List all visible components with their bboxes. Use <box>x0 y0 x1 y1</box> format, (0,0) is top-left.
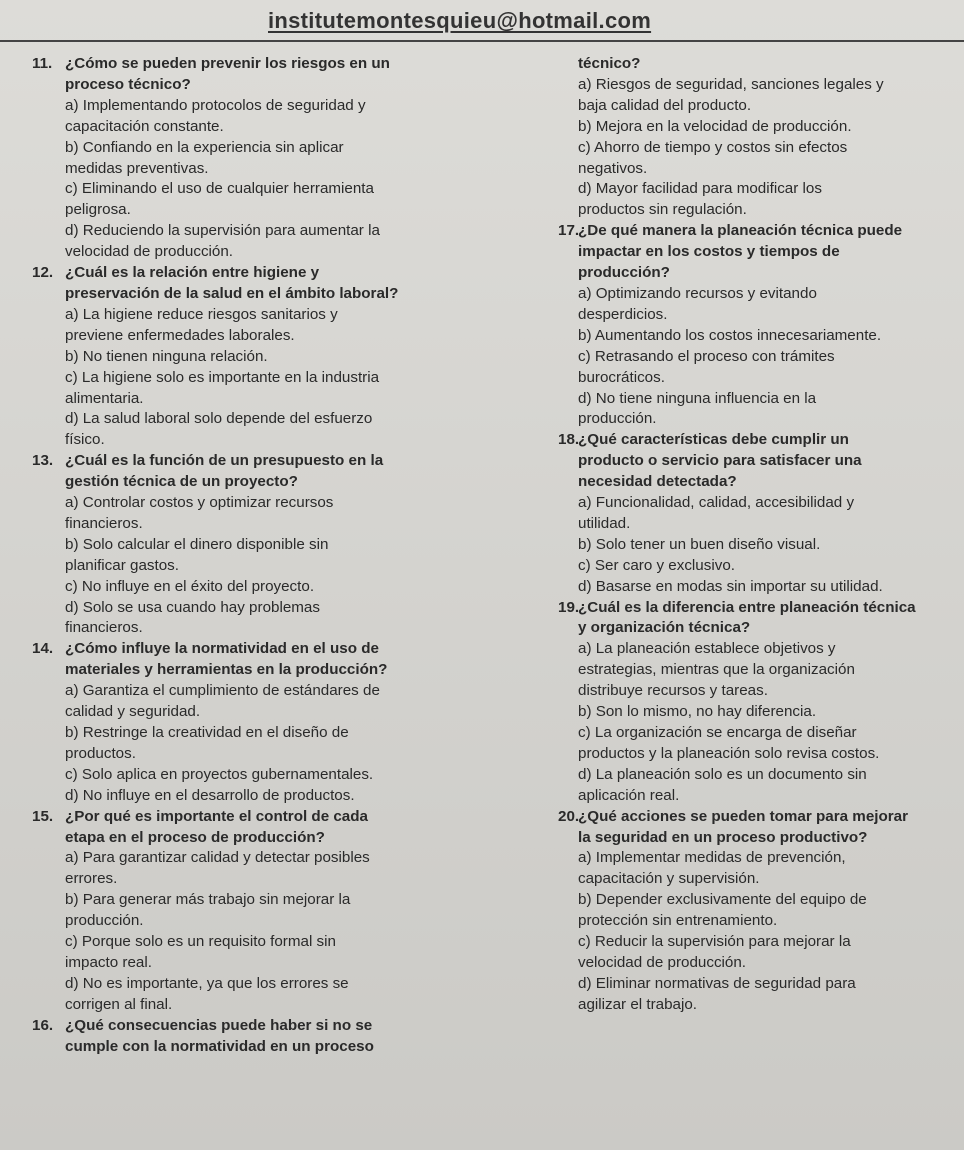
answer-option <box>32 577 462 598</box>
question-stem-text: ¿Qué características debe cumplir un <box>578 431 849 449</box>
answer-option <box>578 75 958 117</box>
question-block <box>558 430 958 597</box>
question-stem-text: materiales y herramientas en la producción? <box>65 661 388 679</box>
answer-option <box>32 681 462 723</box>
answer-option-line: velocidad de producción. <box>578 953 747 971</box>
answer-option-line: b) Mejora en la velocidad de producción. <box>578 117 852 135</box>
answer-option-line: burocráticos. <box>578 368 665 386</box>
answer-option <box>32 179 462 221</box>
answer-option <box>32 723 462 765</box>
question-stem-text: y organización técnica? <box>578 619 751 637</box>
question-stem-text: etapa en el proceso de producción? <box>65 828 325 846</box>
answer-option-line: corrigen al final. <box>65 995 173 1013</box>
answer-option-line: b) Solo calcular el dinero disponible sin <box>65 535 329 553</box>
answer-option-line: baja calidad del producto. <box>578 96 752 114</box>
answer-option-line: d) No tiene ninguna influencia en la <box>578 389 817 407</box>
answer-option-line: c) Ahorro de tiempo y costos sin efectos <box>578 138 848 156</box>
question-stem-line <box>578 54 958 75</box>
question-block <box>558 221 958 430</box>
answer-option-line: físico. <box>65 431 105 449</box>
answer-option-line: producción. <box>578 410 657 428</box>
answer-option-line: b) No tienen ninguna relación. <box>65 347 268 365</box>
question-stem-line <box>578 828 958 849</box>
page-header <box>0 0 964 42</box>
question-stem-line <box>32 54 462 75</box>
answer-option <box>32 409 462 451</box>
answer-option-line: c) Eliminando el uso de cualquier herramienta <box>65 180 374 198</box>
header-email: institutemontesquieu@hotmail.com <box>268 8 652 33</box>
question-stem-text: ¿De qué manera la planeación técnica puede <box>578 222 903 240</box>
answer-option-line: calidad y seguridad. <box>65 703 201 721</box>
answer-option <box>32 890 462 932</box>
answer-option-line: a) La planeación establece objetivos y <box>578 640 836 658</box>
question-stem-text: producción? <box>578 264 670 282</box>
answer-option-line: producción. <box>65 912 144 930</box>
answer-option <box>578 556 958 577</box>
question-number: 11. <box>32 55 53 72</box>
answer-option <box>578 765 958 807</box>
question-stem-line <box>32 1037 462 1058</box>
question-stem-text: necesidad detectada? <box>578 473 737 491</box>
answer-option <box>578 974 958 1016</box>
answer-option-line: c) Porque solo es un requisito formal sin <box>65 933 336 951</box>
answer-option <box>32 765 462 786</box>
answer-option-line: negativos. <box>578 159 648 177</box>
question-stem-text: ¿Cuál es la diferencia entre planeación técnica <box>578 598 916 616</box>
question-stem-line <box>32 75 462 96</box>
question-stem-line <box>32 639 462 660</box>
answer-option-line: impacto real. <box>65 953 152 971</box>
answer-option-line: distribuye recursos y tareas. <box>578 682 768 700</box>
answer-option-line: a) Garantiza el cumplimiento de estándares de <box>65 682 380 700</box>
answer-option <box>578 284 958 326</box>
question-stem-text: ¿Cuál es la relación entre higiene y <box>65 264 320 282</box>
question-stem-line <box>558 807 958 828</box>
answer-option <box>578 932 958 974</box>
question-stem-line <box>32 472 462 493</box>
left-column <box>32 54 462 1058</box>
question-number: 14. <box>32 640 54 658</box>
answer-option <box>32 96 462 138</box>
answer-option-line: errores. <box>65 870 118 888</box>
answer-option-line: c) No influye en el éxito del proyecto. <box>65 577 315 595</box>
answer-option-line: a) Para garantizar calidad y detectar posibles <box>65 849 370 867</box>
answer-option-line: productos sin regulación. <box>578 201 747 219</box>
question-stem-line <box>578 263 958 284</box>
answer-option-line: d) No es importante, ya que los errores se <box>65 974 349 992</box>
question-stem-line <box>32 451 462 472</box>
answer-option <box>578 179 958 221</box>
answer-option-line: planificar gastos. <box>65 556 179 574</box>
answer-option <box>578 639 958 702</box>
question-stem-line <box>578 472 958 493</box>
answer-option-line: velocidad de producción. <box>65 243 234 261</box>
answer-option <box>578 389 958 431</box>
question-stem-text: preservación de la salud en el ámbito laboral? <box>65 284 399 302</box>
answer-option-line: d) Reduciendo la supervisión para aumentar la <box>65 222 380 240</box>
answer-option <box>578 577 958 598</box>
answer-option <box>578 493 958 535</box>
answer-option-line: desperdicios. <box>578 305 668 323</box>
question-stem-text: gestión técnica de un proyecto? <box>65 473 298 491</box>
answer-option <box>32 848 462 890</box>
answer-option <box>32 368 462 410</box>
answer-option-line: financieros. <box>65 619 143 637</box>
answer-option-line: capacitación y supervisión. <box>578 870 760 888</box>
answer-option-line: productos. <box>65 744 136 762</box>
question-stem-line <box>558 221 958 242</box>
answer-option-line: peligrosa. <box>65 201 131 219</box>
answer-option-line: protección sin entrenamiento. <box>578 912 778 930</box>
answer-option-line: b) Confiando en la experiencia sin aplicar <box>65 138 344 156</box>
answer-option <box>32 786 462 807</box>
question-block <box>558 598 958 807</box>
question-stem-line <box>578 242 958 263</box>
answer-option-line: b) Depender exclusivamente del equipo de <box>578 891 867 909</box>
answer-option <box>578 347 958 389</box>
question-stem-text: ¿Qué consecuencias puede haber si no se <box>65 1016 373 1034</box>
answer-option-line: b) Restringe la creatividad en el diseño de <box>65 724 349 741</box>
question-stem-text: ¿Por qué es importante el control de cada <box>65 807 368 825</box>
answer-option-line: d) La planeación solo es un documento sin <box>578 765 867 783</box>
answer-option <box>578 535 958 556</box>
answer-option-line: d) Eliminar normativas de seguridad para <box>578 974 856 992</box>
question-stem-line <box>32 660 462 681</box>
answer-option-line: estrategias, mientras que la organización <box>578 661 855 679</box>
question-block <box>32 263 462 451</box>
answer-option-line: previene enfermedades laborales. <box>65 326 295 344</box>
question-stem-text: proceso técnico? <box>65 75 191 93</box>
question-stem-text: ¿Cómo influye la normatividad en el uso de <box>65 640 379 658</box>
answer-option <box>32 974 462 1016</box>
question-stem-text: la seguridad en un proceso productivo? <box>578 828 868 846</box>
answer-option <box>578 138 958 180</box>
question-number: 13. <box>32 452 54 470</box>
question-block <box>32 54 462 263</box>
answer-option-line: a) Funcionalidad, calidad, accesibilidad y <box>578 494 855 512</box>
answer-option-line: b) Para generar más trabajo sin mejorar la <box>65 891 351 909</box>
answer-option-line: c) Solo aplica en proyectos gubernamentales. <box>65 765 374 783</box>
question-stem-line <box>558 430 958 451</box>
answer-option-line: aplicación real. <box>578 786 680 804</box>
question-number: 16. <box>32 1016 54 1034</box>
question-stem-line <box>32 828 462 849</box>
answer-option <box>578 848 958 890</box>
question-stem-text: ¿Qué acciones se pueden tomar para mejorar <box>578 807 909 825</box>
answer-option <box>578 890 958 932</box>
question-block <box>32 639 462 806</box>
answer-option <box>578 326 958 347</box>
question-stem-line <box>32 1016 462 1037</box>
answer-option-line: c) La organización se encarga de diseñar <box>578 724 857 741</box>
answer-option <box>32 535 462 577</box>
answer-option-line: c) Reducir la supervisión para mejorar la <box>578 933 851 951</box>
answer-option-line: alimentaria. <box>65 389 144 407</box>
answer-option-line: b) Son lo mismo, no hay diferencia. <box>578 703 817 721</box>
answer-option-line: productos y la planeación solo revisa costos. <box>578 744 880 762</box>
answer-option-line: b) Solo tener un buen diseño visual. <box>578 535 821 553</box>
question-stem-line <box>558 598 958 619</box>
answer-option <box>32 347 462 368</box>
question-stem-text: impactar en los costos y tiempos de <box>578 243 840 261</box>
question-stem-line <box>32 807 462 828</box>
answer-option-line: agilizar el trabajo. <box>578 995 698 1013</box>
answer-option-line: a) Optimizando recursos y evitando <box>578 284 817 302</box>
answer-option <box>578 702 958 723</box>
answer-option-line: a) La higiene reduce riesgos sanitarios y <box>65 305 338 323</box>
answer-option <box>32 305 462 347</box>
question-stem-text: producto o servicio para satisfacer una <box>578 452 862 470</box>
question-block <box>32 807 462 1016</box>
answer-option <box>32 221 462 263</box>
question-block <box>558 807 958 1016</box>
question-number: 19. <box>558 598 580 616</box>
answer-option-line: b) Aumentando los costos innecesariamente. <box>578 326 882 344</box>
answer-option-line: d) Basarse en modas sin importar su utilidad. <box>578 577 883 595</box>
question-block <box>558 54 958 221</box>
answer-option-line: a) Implementando protocolos de seguridad y <box>65 96 366 114</box>
question-stem-line <box>32 263 462 284</box>
question-block <box>32 1016 462 1058</box>
question-number: 18. <box>558 431 580 449</box>
question-stem-line <box>578 618 958 639</box>
answer-option-line: medidas preventivas. <box>65 159 209 177</box>
question-stem-text: técnico? <box>578 55 641 72</box>
question-stem-text: cumple con la normatividad en un proceso <box>65 1037 374 1055</box>
answer-option <box>32 493 462 535</box>
answer-option-line: utilidad. <box>578 514 631 532</box>
question-number: 15. <box>32 807 54 825</box>
answer-option <box>32 598 462 640</box>
answer-option-line: c) Ser caro y exclusivo. <box>578 556 735 574</box>
question-stem-text: ¿Cómo se pueden prevenir los riesgos en un <box>65 55 390 72</box>
question-block <box>32 451 462 639</box>
answer-option-line: capacitación constante. <box>65 117 224 135</box>
question-stem-line <box>578 451 958 472</box>
answer-option-line: c) La higiene solo es importante en la industria <box>65 368 380 386</box>
question-number: 17. <box>558 222 580 240</box>
answer-option-line: d) La salud laboral solo depende del esfuerzo <box>65 410 373 428</box>
answer-option-line: financieros. <box>65 514 143 532</box>
answer-option-line: d) Solo se usa cuando hay problemas <box>65 598 320 616</box>
question-stem-line <box>32 284 462 305</box>
answer-option-line: a) Controlar costos y optimizar recursos <box>65 494 334 512</box>
right-column <box>558 54 958 1016</box>
question-stem-text: ¿Cuál es la función de un presupuesto en la <box>65 452 384 470</box>
answer-option <box>578 117 958 138</box>
answer-option <box>32 932 462 974</box>
answer-option-line: d) No influye en el desarrollo de productos. <box>65 786 355 804</box>
answer-option-line: a) Implementar medidas de prevención, <box>578 849 846 867</box>
question-number: 12. <box>32 264 54 282</box>
answer-option-line: c) Retrasando el proceso con trámites <box>578 347 835 365</box>
question-number: 20. <box>558 807 580 825</box>
answer-option-line: d) Mayor facilidad para modificar los <box>578 180 822 198</box>
answer-option <box>578 723 958 765</box>
answer-option <box>32 138 462 180</box>
answer-option-line: a) Riesgos de seguridad, sanciones legales y <box>578 75 884 93</box>
